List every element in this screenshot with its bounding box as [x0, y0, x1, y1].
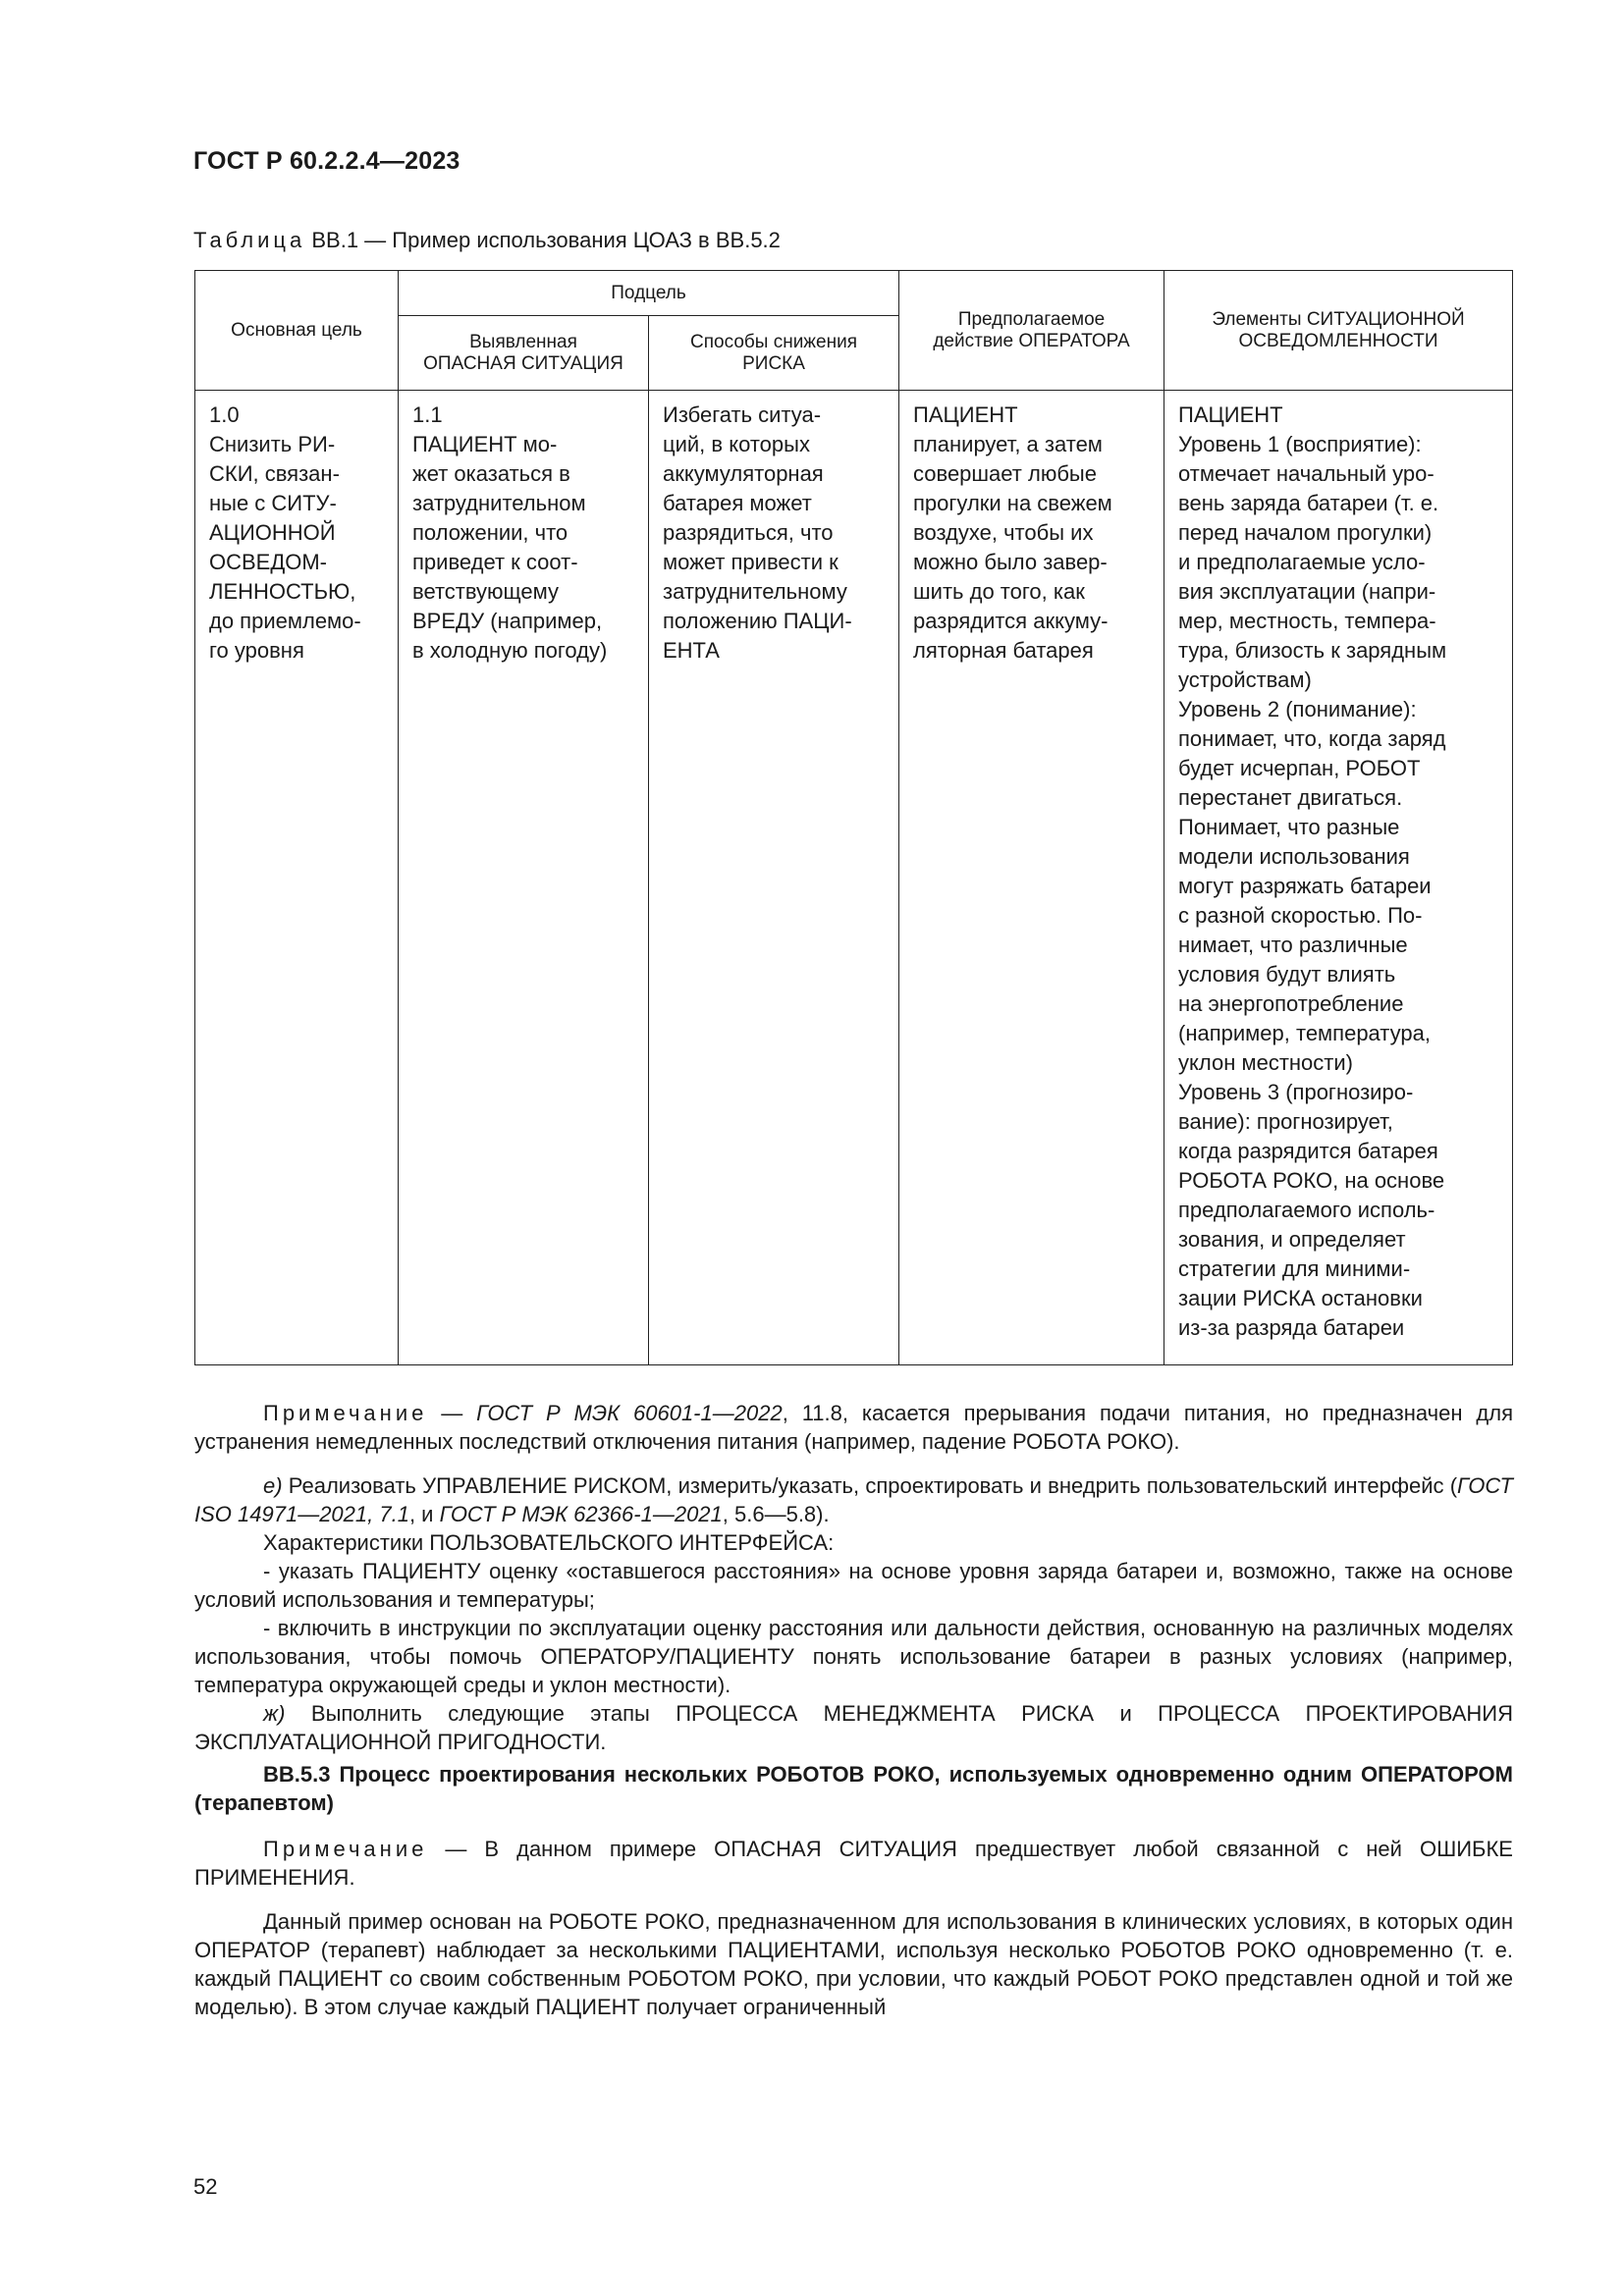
cell-hazard: 1.1 ПАЦИЕНТ мо- жет оказаться в затруднительном положении, что приведет к соот- ветствующему ВРЕДУ (например, в холодную погоду) [399, 391, 649, 1365]
bullet-1: - указать ПАЦИЕНТУ оценку «оставшегося расстояния» на основе уровня заряда батареи и, возможно, также на основе условий использования и температуры; [194, 1559, 1513, 1612]
header-sa-elements: Элементы СИТУАЦИОННОЙ ОСВЕДОМЛЕННОСТИ [1164, 271, 1513, 391]
header-subgoal: Подцель [399, 271, 899, 316]
cell-risk-methods: Избегать ситуа- ций, в которых аккумуляторная батарея может разрядиться, что может привести к затруднительному положению ПАЦИ- ЕНТА [649, 391, 899, 1365]
item-e-ref1: ГОСТ ISO 14971—2021, 7.1 [194, 1473, 1513, 1526]
cell-main-goal: 1.0 Снизить РИ- СКИ, связан- ные с СИТУ- АЦИОННОЙ ОСВЕДОМ- ЛЕННОСТЬЮ, до приемлемо- го уровня [195, 391, 399, 1365]
header-operator-action: Предполагаемое действие ОПЕРАТОРА [899, 271, 1164, 391]
item-zh-text: Выполнить следующие этапы ПРОЦЕССА МЕНЕДЖМЕНТА РИСКА и ПРОЦЕССА ПРОЕКТИРОВАНИЯ ЭКСПЛУАТАЦИОННОЙ ПРИГОДНОСТИ. [194, 1701, 1513, 1754]
table-caption-word: Таблица [193, 228, 306, 252]
table-row [195, 391, 1513, 1365]
ui-characteristics-heading: Характеристики ПОЛЬЗОВАТЕЛЬСКОГО ИНТЕРФЕЙСА: [263, 1530, 835, 1555]
item-e-paragraph [194, 1471, 1513, 1528]
item-zh [194, 1699, 1513, 1756]
note-1-text: , 11.8, касается прерывания подачи питания, но предназначен для устранения немедленных последствий отключения питания (например, падение РОБОТА РОКО). [194, 1401, 1513, 1454]
note-1-label: Примечание [263, 1401, 428, 1425]
body-text [194, 1399, 1513, 2021]
header-main-goal: Основная цель [195, 271, 399, 391]
note-2-text: В данном примере ОПАСНАЯ СИТУАЦИЯ предшествует любой связанной с ней ОШИБКЕ ПРИМЕНЕНИЯ. [194, 1837, 1513, 1890]
document-header: ГОСТ Р 60.2.2.4—2023 [193, 147, 460, 175]
table-caption-title: ВВ.1 — Пример использования ЦОАЗ в ВВ.5.2 [305, 228, 781, 252]
section-heading: ВВ.5.3 Процесс проектирования нескольких РОБОТОВ РОКО, используемых одновременно одним ОПЕРАТОРОМ (терапевтом) [194, 1762, 1513, 1815]
table-caption [193, 228, 781, 253]
note-2 [194, 1835, 1513, 1892]
cell-sa-elements: ПАЦИЕНТ Уровень 1 (восприятие): отмечает начальный уро- вень заряда батареи (т. е. перед началом прогулки) и предполагаемые усло- вия эксплуатации (напри- мер, местность, темпера- тура, близость к зарядным устройствам) Уровень 2 (понимание): понимает, что, когда заряд будет исчерпан, РОБОТ перестанет двигаться. Понимает, что разные модели использования могут разряжать батареи с разной скоростью. По- нимает, что различные условия будут влиять на энергопотребление (например, температура, уклон местности) Уровень 3 (прогнозиро- вание): прогнозирует, когда разрядится батарея РОБОТА РОКО, на основе предполагаемого исполь- зования, и определяет стратегии для миними- зации РИСКА остановки из-за разряда батареи [1164, 391, 1513, 1365]
item-e [194, 1471, 1513, 1817]
note-1-ref: ГОСТ Р МЭК 60601-1—2022 [476, 1401, 783, 1425]
item-e-text2: , и [408, 1502, 440, 1526]
item-zh-letter: ж) [263, 1701, 286, 1726]
item-e-text3: , 5.6—5.8). [722, 1502, 830, 1526]
item-e-text1: Реализовать УПРАВЛЕНИЕ РИСКОМ, измерить/указать, спроектировать и внедрить пользовательский интерфейс ( [282, 1473, 1458, 1498]
item-e-ref2: ГОСТ Р МЭК 62366-1—2021 [439, 1502, 723, 1526]
page-number: 52 [193, 2174, 218, 2199]
situational-awareness-table [194, 270, 1513, 1365]
note-1-dash: — [427, 1401, 477, 1425]
item-e-letter: е) [263, 1473, 283, 1498]
header-risk-methods: Способы снижения РИСКА [649, 316, 899, 391]
final-paragraph: Данный пример основан на РОБОТЕ РОКО, предназначенном для использования в клинических условиях, в которых один ОПЕРАТОР (терапевт) наблюдает за несколькими ПАЦИЕНТАМИ, используя несколько РОБОТОВ РОКО одновременно (т. е. каждый ПАЦИЕНТ со своим собственным РОБОТОМ РОКО, при условии, что каждый РОБОТ РОКО представлен одной и той же моделью). В этом случае каждый ПАЦИЕНТ получает ограниченный [194, 1909, 1513, 2019]
header-hazard: Выявленная ОПАСНАЯ СИТУАЦИЯ [399, 316, 649, 391]
note-1 [194, 1399, 1513, 1456]
bullet-2: - включить в инструкции по эксплуатации оценку расстояния или дальности действия, основанную на различных моделях использования, чтобы помочь ОПЕРАТОРУ/ПАЦИЕНТУ понять использование батареи в разных условиях (например, температура окружающей среды и уклон местности). [194, 1616, 1513, 1697]
note-2-dash: — [427, 1837, 485, 1861]
cell-operator-action: ПАЦИЕНТ планирует, а затем совершает любые прогулки на свежем воздухе, чтобы их можно было завер- шить до того, как разрядится аккуму- ляторная батарея [899, 391, 1164, 1365]
note-2-label: Примечание [263, 1837, 428, 1861]
